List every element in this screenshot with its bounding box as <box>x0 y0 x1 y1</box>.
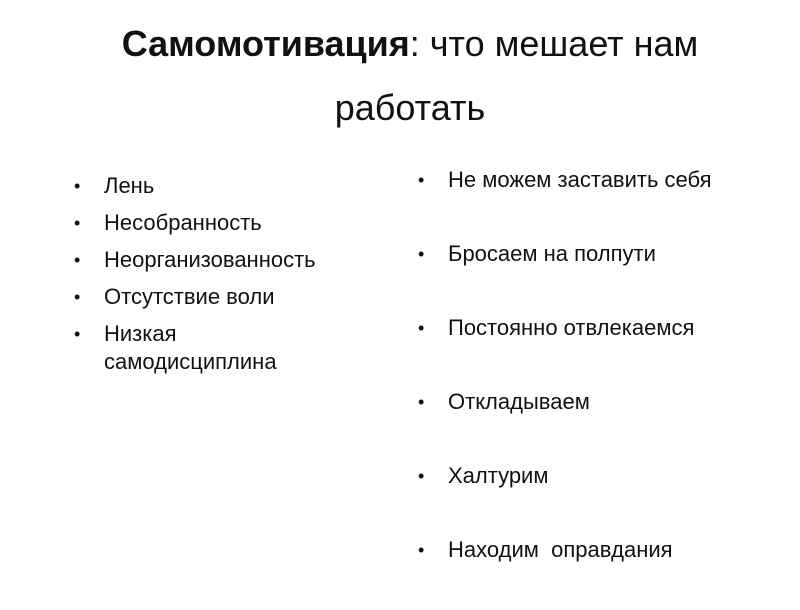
list-item-text: Лень <box>104 173 155 198</box>
bullet-icon: • <box>418 170 425 190</box>
list-item-text: Постоянно отвлекаемся <box>448 315 695 340</box>
list-item-text: Бросаем на полпути <box>448 241 656 266</box>
bullet-icon: • <box>418 540 425 560</box>
left-bullet-list <box>72 172 392 385</box>
title-bold-part: Самомотивация <box>121 23 410 64</box>
list-item <box>72 172 392 200</box>
list-item-text: Откладываем <box>448 389 590 414</box>
title-rest-line2: работать <box>334 87 486 128</box>
bullet-icon: • <box>418 392 425 412</box>
list-item <box>416 462 786 490</box>
list-item <box>416 166 786 194</box>
list-item <box>72 209 392 237</box>
bullet-icon: • <box>418 318 425 338</box>
list-item-text: Халтурим <box>448 463 549 488</box>
right-bullet-list <box>416 166 786 610</box>
slide-title <box>60 12 760 140</box>
list-item-text: Низкая самодисциплина <box>104 321 277 374</box>
list-item <box>72 246 392 274</box>
bullet-icon: • <box>74 287 81 307</box>
bullet-icon: • <box>418 244 425 264</box>
bullet-icon: • <box>74 250 81 270</box>
list-item <box>416 240 786 268</box>
list-item <box>72 320 334 376</box>
list-item-text: Отсутствие воли <box>104 284 275 309</box>
bullet-icon: • <box>418 466 425 486</box>
bullet-icon: • <box>74 176 81 196</box>
list-item <box>416 314 786 342</box>
bullet-icon: • <box>74 324 81 344</box>
list-item <box>416 536 786 564</box>
list-item <box>416 388 786 416</box>
list-item-text: Неорганизованность <box>104 247 316 272</box>
title-rest-line1: : что мешает нам <box>409 23 699 64</box>
list-item-text: Несобранность <box>104 210 262 235</box>
list-item-text: Находим оправдания <box>448 537 673 562</box>
bullet-icon: • <box>74 213 81 233</box>
list-item-text: Не можем заставить себя <box>448 167 712 192</box>
list-item <box>72 283 392 311</box>
